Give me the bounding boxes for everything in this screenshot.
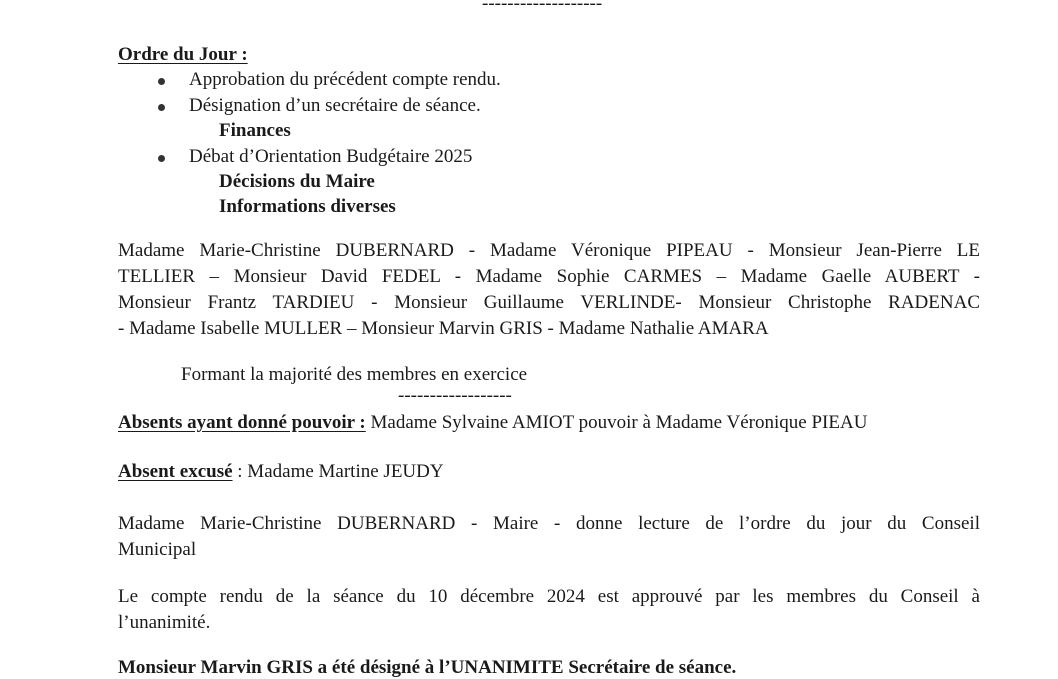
approval-line: l’unanimité. — [118, 612, 211, 633]
absent-excuse-row — [118, 461, 444, 483]
absent-excuse-text: : Madame Martine JEUDY — [232, 461, 444, 482]
attendees-line: - Madame Isabelle MULLER – Monsieur Marvin GRIS - Madame Nathalie AMARA — [118, 318, 769, 339]
agenda-section-informations: Informations diverses — [219, 196, 396, 217]
attendees-line: Madame Marie-Christine DUBERNARD - Madame Véronique PIPEAU - Monsieur Jean-Pierre LE — [118, 240, 980, 261]
absents-pouvoir-text: Madame Sylvaine AMIOT pouvoir à Madame Véronique PIEAU — [365, 412, 868, 433]
reading-line: Madame Marie-Christine DUBERNARD - Maire - donne lecture de l’ordre du jour du Conseil — [118, 513, 980, 534]
attendees-line: TELLIER – Monsieur David FEDEL - Madame Sophie CARMES – Madame Gaelle AUBERT - — [118, 266, 980, 287]
agenda-title: Ordre du Jour : — [118, 44, 248, 65]
majority-text: Formant la majorité des membres en exercice — [181, 364, 528, 385]
attendees-paragraph — [118, 238, 980, 342]
absents-pouvoir-label: Absents ayant donné pouvoir : — [118, 412, 366, 433]
bullet-icon — [158, 104, 165, 111]
agenda-section-finances: Finances — [219, 120, 291, 141]
absent-excuse-label: Absent excusé — [118, 461, 233, 482]
reading-paragraph — [118, 511, 980, 563]
approval-line: Le compte rendu de la séance du 10 décembre 2024 est approuvé par les membres du Conseil à — [118, 586, 980, 607]
absents-pouvoir-row — [118, 412, 867, 434]
agenda-item-dob: Débat d’Orientation Budgétaire 2025 — [189, 146, 473, 167]
secretary-statement: Monsieur Marvin GRIS a été désigné à l’UNANIMITE Secrétaire de séance. — [118, 657, 737, 678]
reading-line: Municipal — [118, 539, 197, 560]
attendees-line: Monsieur Frantz TARDIEU - Monsieur Guillaume VERLINDE- Monsieur Christophe RADENAC — [118, 292, 980, 313]
agenda-item-designation: Désignation d’un secrétaire de séance. — [189, 95, 481, 116]
bullet-icon — [158, 155, 165, 162]
agenda-section-decisions: Décisions du Maire — [219, 171, 375, 192]
approval-paragraph — [118, 584, 980, 636]
agenda-item-approbation: Approbation du précédent compte rendu. — [189, 69, 501, 90]
separator-mid: ------------------ — [398, 385, 512, 406]
separator-top: ------------------- — [482, 0, 603, 14]
bullet-icon — [158, 78, 165, 85]
